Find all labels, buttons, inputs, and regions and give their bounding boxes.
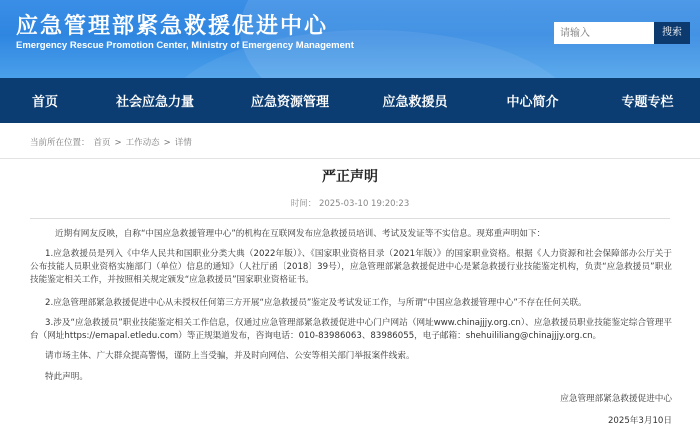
- search-button[interactable]: 搜索: [654, 22, 690, 44]
- signature-date: 2025年3月10日: [607, 416, 672, 426]
- breadcrumb-detail: 详情: [174, 138, 192, 148]
- nav-item-rescuers[interactable]: 应急救援员: [382, 95, 448, 110]
- breadcrumb: [0, 123, 700, 159]
- breadcrumb-prefix: 当前所在位置：: [30, 138, 90, 148]
- signature: 应急管理部紧急救援促进中心: [560, 394, 672, 404]
- breadcrumb-separator: >: [163, 138, 171, 148]
- breadcrumb-separator: >: [114, 138, 122, 148]
- article-paragraph: 请市场主体、广大群众提高警惕，谨防上当受骗，并及时向网信、公安等相关部门举报案件线索。: [45, 351, 415, 361]
- article-time: 时间： 2025-03-10 19:20:23: [290, 199, 410, 209]
- article-paragraph: 特此声明。: [45, 372, 88, 382]
- article-paragraph: 近期有网友反映，自称“中国应急救援管理中心”的机构在互联网发布应急救援员培训、考试及发证等不实信息。现郑重声明如下：: [55, 229, 546, 239]
- article-paragraph: 1.应急救援员是列入《中华人民共和国职业分类大典（2022年版）》、《国家职业资格目录（2021年版）》的国家职业资格。根据《人力资源和社会保障部办公厅关于公布技能人员职业资格实施部门（单位）信息的通知》（人社厅函〔2018〕39号），应急管理部紧急救援促进中心是紧急救援行业技能鉴定机构，负责“应急救援员”职业技能鉴定相关工作，并按照相关规定颁发“应急救援员”国家职业资格证书。: [30, 249, 672, 285]
- article-paragraph: 2.应急管理部紧急救援促进中心从未授权任何第三方开展“应急救援员”鉴定及考试发证工作，与所谓“中国应急救援管理中心”不存在任何关联。: [45, 298, 587, 308]
- main-nav: [0, 78, 700, 123]
- nav-item-resources[interactable]: 应急资源管理: [250, 95, 329, 110]
- breadcrumb-home[interactable]: 首页: [93, 138, 111, 148]
- divider: [30, 218, 670, 219]
- article-title: 严正声明: [322, 169, 378, 185]
- article-paragraph: 3.涉及“应急救援员”职业技能鉴定相关工作信息，仅通过应急管理部紧急救援促进中心门户网站（网址www.chinajjjy.org.cn）、应急救援员职业技能鉴定综合管理平台（网址https://emapal.etledu.com）等正规渠道发布，咨询电话：010-83986063、83986055，电子邮箱：shehuililiang@chinajjjy.org.cn。: [30, 318, 672, 341]
- nav-item-about[interactable]: 中心简介: [506, 95, 559, 110]
- search-input[interactable]: [554, 22, 654, 44]
- site-title[interactable]: 应急管理部紧急救援促进中心: [16, 14, 329, 39]
- site-title-en: Emergency Rescue Promotion Center, Ministry of Emergency Management: [16, 40, 354, 51]
- nav-item-home[interactable]: 首页: [31, 95, 58, 110]
- nav-item-social-forces[interactable]: 社会应急力量: [115, 95, 194, 110]
- site-header: [0, 0, 700, 78]
- breadcrumb-news[interactable]: 工作动态: [125, 138, 160, 148]
- nav-item-topics[interactable]: 专题专栏: [621, 95, 674, 110]
